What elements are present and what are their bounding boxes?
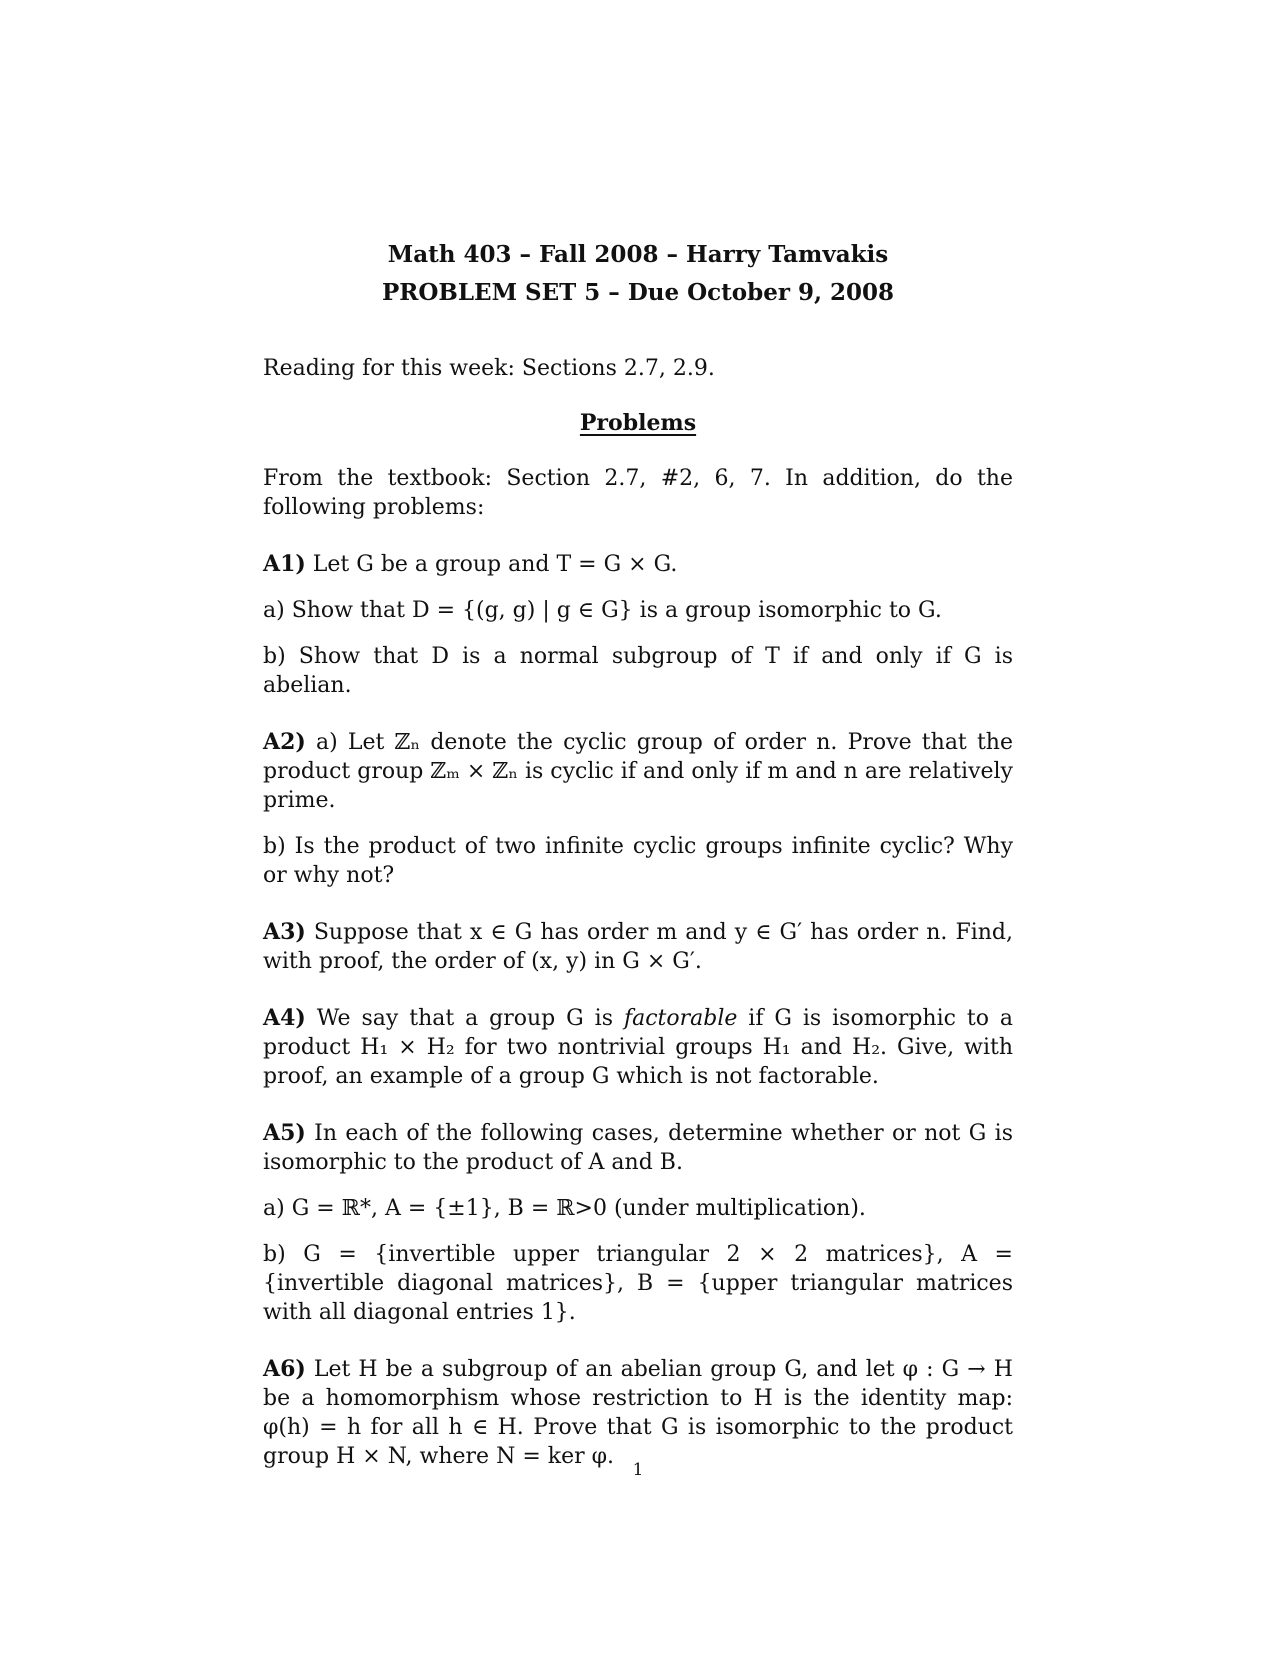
problem-a6 bbox=[263, 1355, 1013, 1471]
problem-label: A6) bbox=[263, 1356, 306, 1382]
problem-a3 bbox=[263, 918, 1013, 976]
problem-a4 bbox=[263, 1004, 1013, 1091]
document-page bbox=[263, 0, 1013, 1656]
problem-a2-part-b: b) Is the product of two infinite cyclic groups infinite cyclic? Why or why not? bbox=[263, 834, 1013, 888]
problem-label: A1) bbox=[263, 551, 306, 577]
document-header bbox=[263, 236, 1013, 312]
problem-a1-part-b: b) Show that D is a normal subgroup of T if and only if G is abelian. bbox=[263, 644, 1013, 698]
problem-a5-part-a: a) G = ℝ*, A = {±1}, B = ℝ>0 (under multiplication). bbox=[263, 1196, 866, 1221]
problem-a5 bbox=[263, 1119, 1013, 1177]
problem-text: a) Let ℤₙ denote the cyclic group of order n. Prove that the product group ℤₘ × ℤₙ is cyclic if and only if m and n are relatively prime. bbox=[263, 730, 1013, 813]
intro-paragraph: From the textbook: Section 2.7, #2, 6, 7. In addition, do the following problems: bbox=[263, 466, 1013, 520]
problem-label: A2) bbox=[263, 729, 306, 755]
problem-a2 bbox=[263, 728, 1013, 815]
problem-text-before: We say that a group G is bbox=[316, 1006, 624, 1031]
problem-label: A3) bbox=[263, 919, 306, 945]
problem-a1-part-a: a) Show that D = {(g, g) | g ∈ G} is a group isomorphic to G. bbox=[263, 598, 942, 623]
problem-label: A5) bbox=[263, 1120, 306, 1146]
problem-text: Let H be a subgroup of an abelian group G, and let φ : G → H be a homomorphism whose restriction to H is the identity map: φ(h) = h for all h ∈ H. Prove that G is isomorphic to the product group H × N, where N = ker φ. bbox=[263, 1357, 1013, 1469]
problem-text-after: if G is isomorphic to a product H₁ × H₂ for two nontrivial groups H₁ and H₂. Give, with proof, an example of a group G which is not factorable. bbox=[263, 1006, 1013, 1089]
reading-assignment: Reading for this week: Sections 2.7, 2.9. bbox=[263, 356, 715, 381]
problems-content bbox=[263, 464, 1013, 1471]
problem-text: In each of the following cases, determine whether or not G is isomorphic to the product of A and B. bbox=[263, 1121, 1013, 1175]
problem-text: Let G be a group and T = G × G. bbox=[312, 552, 678, 577]
course-title: Math 403 – Fall 2008 – Harry Tamvakis bbox=[387, 241, 889, 268]
problems-heading: Problems bbox=[579, 410, 697, 436]
factorable-term: factorable bbox=[623, 1006, 738, 1031]
problem-set-title: PROBLEM SET 5 – Due October 9, 2008 bbox=[381, 279, 895, 306]
problem-label: A4) bbox=[263, 1005, 306, 1031]
problem-a1 bbox=[263, 550, 1013, 579]
page-number: 1 bbox=[632, 1460, 644, 1480]
problem-a5-part-b: b) G = {invertible upper triangular 2 × 2 matrices}, A = {invertible diagonal matrices}, B = {upper triangular matrices with all diagonal entries 1}. bbox=[263, 1242, 1013, 1325]
problem-text: Suppose that x ∈ G has order m and y ∈ G′ has order n. Find, with proof, the order of (x, y) in G × G′. bbox=[263, 920, 1013, 974]
